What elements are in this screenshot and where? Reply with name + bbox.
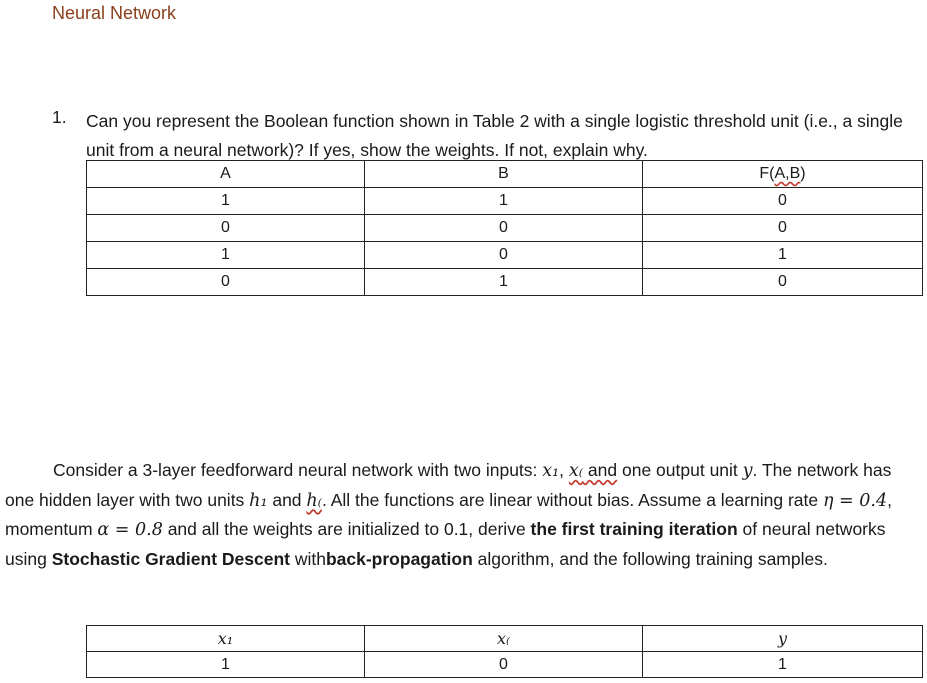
para-text: and all the weights are initialized to 0.1, derive bbox=[162, 519, 531, 539]
header-f-prefix: F( bbox=[759, 165, 775, 182]
table-row bbox=[87, 652, 923, 678]
header-x1: x₁ bbox=[87, 626, 365, 652]
table-header-row bbox=[87, 161, 923, 188]
para-text: and bbox=[583, 460, 618, 480]
var-x2: x₍ bbox=[568, 461, 584, 481]
header-f-args: A,B bbox=[774, 165, 801, 182]
para-text: one output unit bbox=[617, 460, 743, 480]
cell-a: 0 bbox=[87, 269, 365, 296]
cell-y: 1 bbox=[643, 652, 923, 678]
var-h1: h₁ bbox=[249, 490, 268, 511]
cell-f: 0 bbox=[643, 215, 923, 242]
boolean-function-table bbox=[86, 160, 923, 296]
document-heading: Neural Network bbox=[52, 3, 177, 23]
para-text: with bbox=[289, 548, 326, 569]
cell-b: 0 bbox=[365, 215, 643, 242]
question-text: Can you represent the Boolean function shown in Table 2 with a single logistic threshold unit (i.e., a single unit from a neural network)? If yes, show the weights. If not, explain why. bbox=[86, 111, 903, 160]
bold-backprop: back-propagation bbox=[325, 548, 473, 569]
cell-f: 0 bbox=[643, 188, 923, 215]
header-b: B bbox=[365, 161, 643, 188]
para-text: Consider a 3-layer feedforward neural network with two inputs: bbox=[53, 460, 543, 480]
header-f-suffix: ) bbox=[800, 165, 806, 182]
learning-rate-expr: η = 0.4 bbox=[822, 490, 888, 511]
cell-a: 1 bbox=[87, 188, 365, 215]
header-x2: x₍ bbox=[365, 626, 643, 652]
momentum-expr: α = 0.8 bbox=[97, 520, 163, 540]
var-h2: h₍ bbox=[306, 490, 322, 511]
header-a: A bbox=[87, 161, 365, 188]
bold-sgd: Stochastic Gradient Descent bbox=[51, 548, 290, 569]
cell-f: 0 bbox=[643, 269, 923, 296]
header-f bbox=[643, 161, 923, 188]
table-row bbox=[87, 188, 923, 215]
cell-a: 1 bbox=[87, 242, 365, 269]
cell-x2: 0 bbox=[365, 652, 643, 678]
cell-b: 0 bbox=[365, 242, 643, 269]
para-text: algorithm, and the following training samples. bbox=[472, 548, 828, 569]
var-y: y bbox=[742, 461, 753, 481]
bold-first-iteration: the first training iteration bbox=[530, 519, 738, 539]
para-text: . All the functions are linear without bias. Assume a learning rate bbox=[321, 489, 823, 510]
para-text: of neural networks using bbox=[5, 519, 886, 569]
var-x1: x₁ bbox=[542, 461, 560, 481]
cell-b: 1 bbox=[365, 188, 643, 215]
para-text: . The network has one hidden layer with two units bbox=[5, 460, 892, 510]
table-row bbox=[87, 242, 923, 269]
question-number: 1. bbox=[52, 107, 67, 127]
cell-x1: 1 bbox=[87, 652, 365, 678]
table-row bbox=[87, 269, 923, 296]
cell-b: 1 bbox=[365, 269, 643, 296]
table-row bbox=[87, 215, 923, 242]
misspelled-fragment bbox=[569, 460, 617, 480]
para-text: , momentum bbox=[5, 489, 892, 539]
cell-f: 1 bbox=[643, 242, 923, 269]
para-text: , bbox=[559, 460, 569, 480]
header-y: y bbox=[643, 626, 923, 652]
table-header-row bbox=[87, 626, 923, 652]
cell-a: 0 bbox=[87, 215, 365, 242]
problem-paragraph bbox=[5, 456, 917, 573]
training-samples-table bbox=[86, 625, 923, 678]
para-text: and bbox=[267, 489, 307, 510]
